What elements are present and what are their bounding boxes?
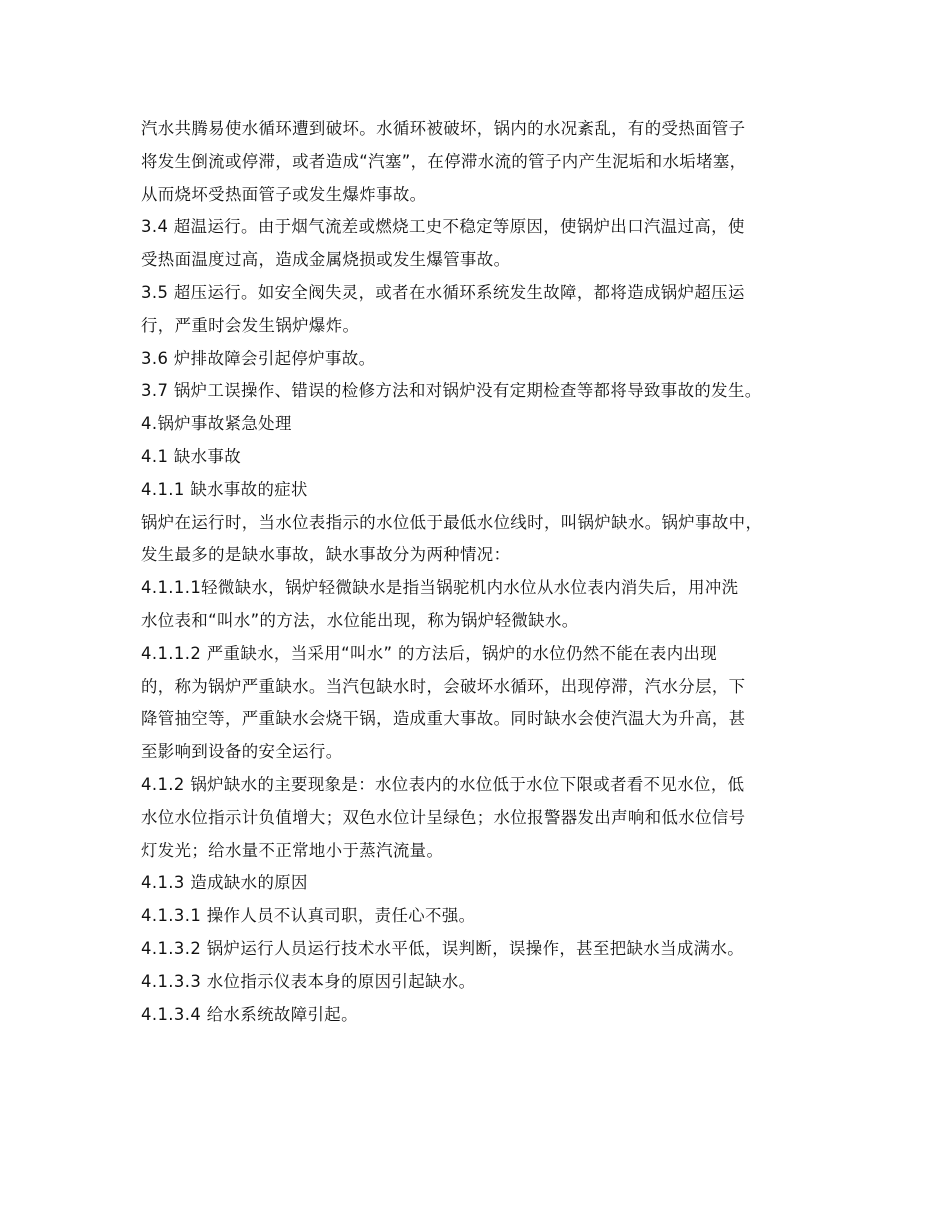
text-line: 从而烧坏受热面管子或发生爆炸事故。 (141, 184, 427, 204)
text-line: 行，严重时会发生锅炉爆炸。 (141, 315, 360, 335)
text-line: 4.1.3.3 水位指示仪表本身的原因引起缺水。 (141, 971, 476, 991)
document-body (141, 113, 831, 1031)
text-line: 3.5 超压运行。如安全阀失灵，或者在水循环系统发生故障，都将造成锅炉超压运 (141, 282, 745, 302)
text-line: 4.1.3.2 锅炉运行人员运行技术水平低，误判断，误操作，甚至把缺水当成满水。 (141, 938, 745, 958)
text-line: 4.1.1.2 严重缺水，当采用“叫水” 的方法后，锅炉的水位仍然不能在表内出现 (141, 643, 718, 663)
text-line: 3.4 超温运行。由于烟气流差或燃烧工史不稳定等原因，使锅炉出口汽温过高，使 (141, 217, 745, 237)
text-line: 灯发光；给水量不正常地小于蒸汽流量。 (141, 840, 444, 860)
text-line: 水位表和“叫水”的方法，水位能出现，称为锅炉轻微缺水。 (141, 610, 579, 630)
text-line: 3.7 锅炉工误操作、错误的检修方法和对锅炉没有定期检查等都将导致事故的发生。 (141, 381, 762, 401)
text-line: 发生最多的是缺水事故，缺水事故分为两种情况： (141, 545, 511, 565)
text-line: 4.1.1.1轻微缺水，锅炉轻微缺水是指当锅驼机内水位从水位表内消失后，用冲洗 (141, 578, 739, 598)
text-line: 水位水位指示计负值增大；双色水位计呈绿色；水位报警器发出声响和低水位信号 (141, 807, 746, 827)
text-line: 受热面温度过高，造成金属烧损或发生爆管事故。 (141, 250, 511, 270)
text-line: 4.1.3.4 给水系统故障引起。 (141, 1004, 358, 1024)
section-heading: 4.1 缺水事故 (141, 446, 242, 466)
text-line: 4.1.2 锅炉缺水的主要现象是：水位表内的水位低于水位下限或者看不见水位，低 (141, 774, 745, 794)
text-line: 的，称为锅炉严重缺水。当汽包缺水时，会破坏水循环，出现停滞，汽水分层，下 (141, 676, 746, 696)
text-line: 4.1.3.1 操作人员不认真司职，责任心不强。 (141, 906, 476, 926)
text-line: 降管抽空等，严重缺水会烧干锅，造成重大事故。同时缺水会使汽温大为升高，甚 (141, 709, 746, 729)
section-heading: 4.1.1 缺水事故的症状 (141, 479, 308, 499)
text-line: 3.6 炉排故障会引起停炉事故。 (141, 348, 376, 368)
section-heading: 4.锅炉事故紧急处理 (141, 414, 292, 434)
section-heading: 4.1.3 造成缺水的原因 (141, 873, 308, 893)
text-line: 汽水共腾易使水循环遭到破坏。水循环被破坏，锅内的水况紊乱，有的受热面管子 (141, 119, 746, 138)
text-line: 将发生倒流或停滞，或者造成“汽塞”，在停滞水流的管子内产生泥垢和水垢堵塞， (141, 151, 747, 171)
text-line: 至影响到设备的安全运行。 (141, 742, 343, 762)
text-line: 锅炉在运行时，当水位表指示的水位低于最低水位线时，叫锅炉缺水。锅炉事故中， (141, 512, 763, 532)
